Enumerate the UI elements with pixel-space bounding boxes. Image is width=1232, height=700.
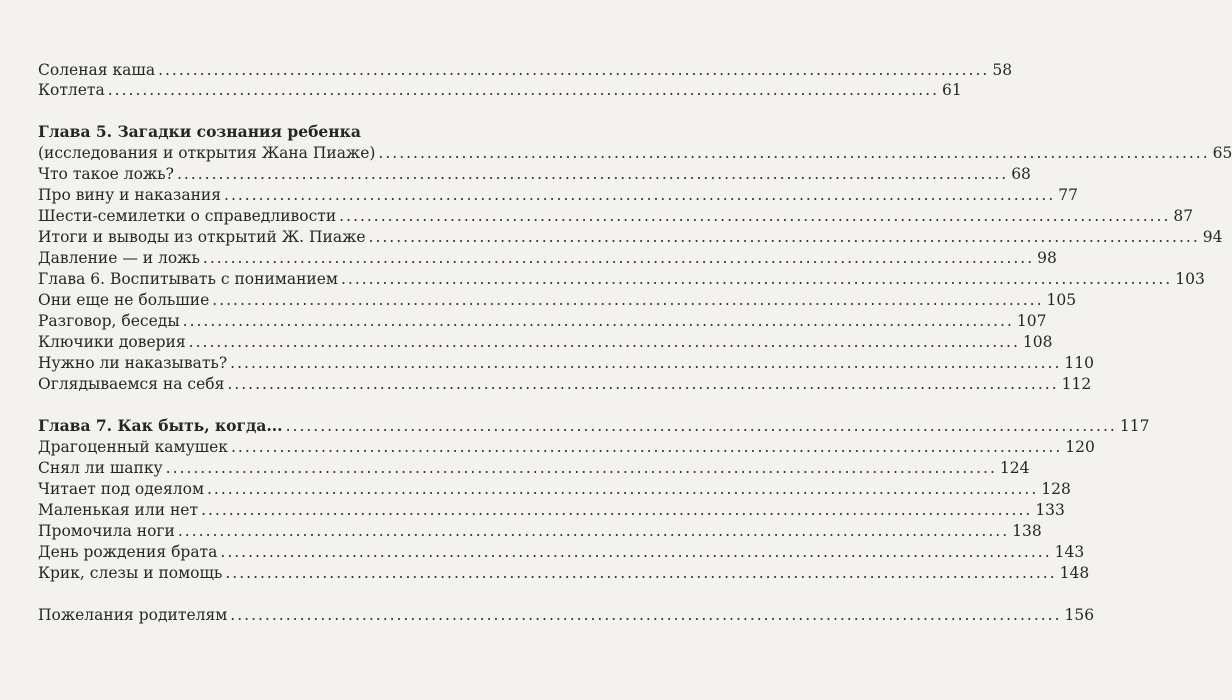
dot-leader: ........................................................................................................................ <box>212 291 1044 309</box>
dot-leader: ........................................................................................................................ <box>227 375 1059 393</box>
toc-entry <box>38 352 1095 374</box>
toc-entry <box>38 310 1047 332</box>
entry-title: Крик, слезы и помощь <box>38 564 223 582</box>
toc-entry <box>38 373 1092 395</box>
toc-entry <box>38 478 1071 500</box>
page-number: 120 <box>1065 438 1095 456</box>
dot-leader: ........................................................................................................................ <box>368 228 1200 246</box>
toc-entry <box>38 268 1205 290</box>
toc-entry <box>38 520 1042 542</box>
entry-title: Снял ли шапку <box>38 459 163 477</box>
page-number: 143 <box>1054 543 1085 561</box>
toc-entry <box>38 331 1053 353</box>
toc-entry <box>38 226 1223 248</box>
toc-entry <box>38 184 1079 206</box>
page-number: 108 <box>1022 333 1053 351</box>
page-number: 58 <box>992 61 1013 79</box>
entry-title: Про вину и наказания <box>38 186 222 204</box>
toc-entry <box>38 142 1232 164</box>
toc-entry <box>38 121 428 143</box>
dot-leader: ........................................................................................................................ <box>378 144 1210 162</box>
dot-leader: ........................................................................................................................ <box>202 249 1035 267</box>
page-number: 112 <box>1061 375 1092 393</box>
entry-title: Котлета <box>38 81 105 99</box>
toc-entry <box>38 457 1030 479</box>
entry-title: Пожелания родителям <box>38 606 228 624</box>
dot-leader: ........................................................................................................................ <box>176 165 1009 183</box>
dot-leader: ........................................................................................................................ <box>188 333 1020 351</box>
page-number: 77 <box>1058 186 1079 204</box>
dot-leader: ........................................................................................................................ <box>225 564 1057 582</box>
entry-title: Нужно ли наказывать? <box>38 354 228 372</box>
entry-title: Шести-семилетки о справедливости <box>38 207 337 225</box>
page-number: 94 <box>1202 228 1223 246</box>
dot-leader: ........................................................................................................................ <box>165 459 997 477</box>
page-number: 124 <box>999 459 1030 477</box>
toc-entry <box>38 541 1085 563</box>
page-number: 128 <box>1041 480 1071 498</box>
toc-entry <box>38 79 962 101</box>
dot-leader: ........................................................................................................................ <box>177 522 1010 540</box>
entry-title: Разговор, беседы <box>38 312 180 330</box>
entry-title: Оглядываемся на себя <box>38 375 225 393</box>
entry-title: Что такое ложь? <box>38 165 174 183</box>
page-number: 98 <box>1037 249 1057 267</box>
page-number: 103 <box>1175 270 1205 288</box>
dot-leader: ........................................................................................................................ <box>158 61 990 79</box>
page-number: 87 <box>1173 207 1194 225</box>
dot-leader: ........................................................................................................................ <box>201 501 1033 519</box>
dot-leader: ........................................................................................................................ <box>340 270 1173 288</box>
toc-entry <box>38 436 1095 458</box>
toc-entry <box>38 604 1095 626</box>
dot-leader: ........................................................................................................................ <box>230 606 1062 624</box>
toc-entry <box>38 415 1150 437</box>
entry-title: Давление — и ложь <box>38 249 200 267</box>
page-number: 138 <box>1012 522 1042 540</box>
entry-title: Драгоценный камушек <box>38 438 228 456</box>
page-number: 117 <box>1119 417 1150 435</box>
chapter-title: Глава 5. Загадки сознания ребенка <box>38 122 361 141</box>
entry-title: Глава 6. Воспитывать с пониманием <box>38 270 338 288</box>
page-number: 133 <box>1035 501 1065 519</box>
toc-entry <box>38 289 1077 311</box>
page-number: 61 <box>942 81 962 99</box>
dot-leader: ........................................................................................................................ <box>207 480 1039 498</box>
dot-leader: ........................................................................................................................ <box>339 207 1171 225</box>
dot-leader: ........................................................................................................................ <box>230 354 1062 372</box>
dot-leader: ........................................................................................................................ <box>220 543 1052 561</box>
page-number: 110 <box>1064 354 1095 372</box>
entry-title: Промочила ноги <box>38 522 175 540</box>
entry-title: Итоги и выводы из открытий Ж. Пиаже <box>38 228 366 246</box>
dot-leader: ........................................................................................................................ <box>107 81 939 99</box>
entry-title: День рождения брата <box>38 543 218 561</box>
page-number: 148 <box>1059 564 1090 582</box>
toc-entry <box>38 59 1013 81</box>
entry-title: Маленькая или нет <box>38 501 199 519</box>
page-number: 107 <box>1016 312 1047 330</box>
entry-title: Ключики доверия <box>38 333 186 351</box>
entry-title: Они еще не большие <box>38 291 210 309</box>
toc-entry <box>38 499 1065 521</box>
entry-title: Читает под одеялом <box>38 480 204 498</box>
dot-leader: ........................................................................................................................ <box>231 438 1063 456</box>
entry-title: Соленая каша <box>38 61 156 79</box>
dot-leader: ........................................................................................................................ <box>224 186 1056 204</box>
page-number: 156 <box>1064 606 1095 624</box>
page-number: 65 <box>1212 144 1232 162</box>
toc-entry <box>38 247 1057 269</box>
page-number: 68 <box>1011 165 1031 183</box>
toc-entry <box>38 562 1090 584</box>
dot-leader: ........................................................................................................................ <box>285 417 1117 435</box>
chapter-title: Глава 7. Как быть, когда... <box>38 416 283 435</box>
toc-entry <box>38 163 1031 185</box>
entry-title: (исследования и открытия Жана Пиаже) <box>38 144 376 162</box>
toc-entry <box>38 205 1194 227</box>
dot-leader: ........................................................................................................................ <box>182 312 1014 330</box>
page-number: 105 <box>1046 291 1077 309</box>
